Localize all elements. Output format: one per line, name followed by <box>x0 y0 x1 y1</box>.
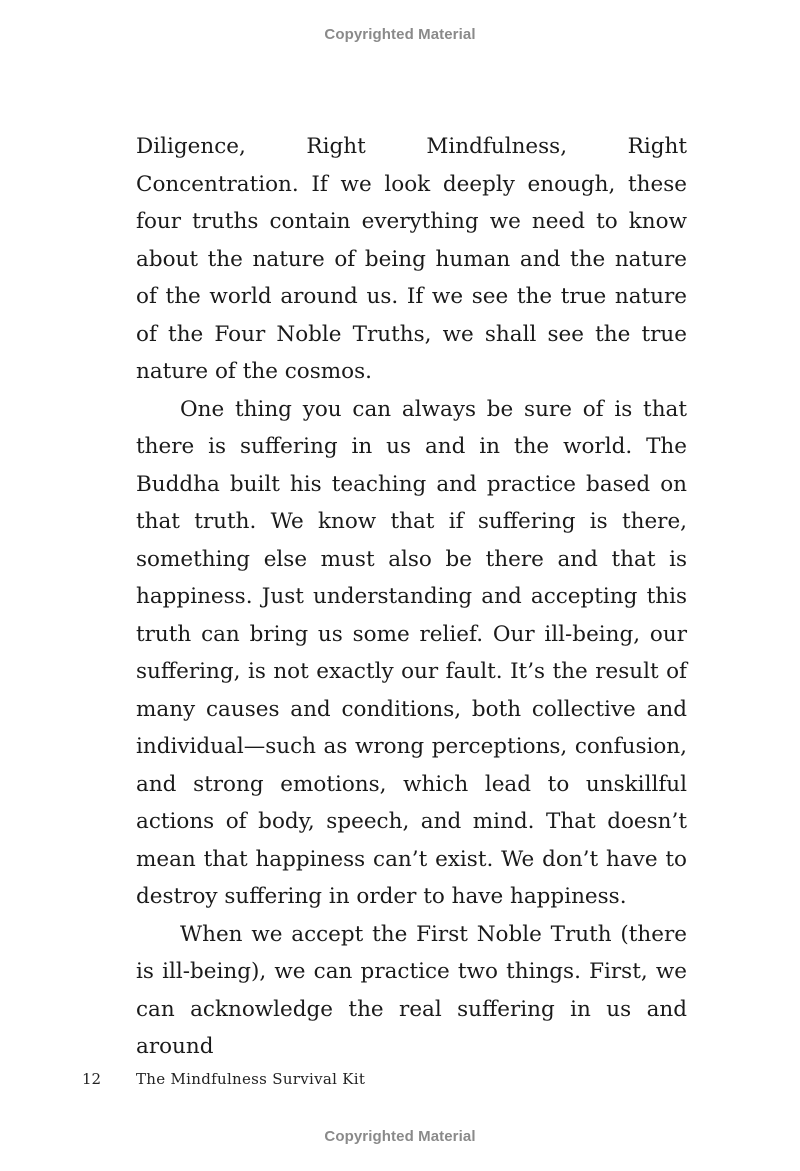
page-body <box>136 128 687 1066</box>
copyright-watermark-bottom: Copyrighted Material <box>324 1128 476 1145</box>
paragraph-2: One thing you can always be sure of is that there is suffering in us and in the world. The Buddha built his teaching and practice based on that truth. We know that if suffering is there, something else must also be there and that is happiness. Just understanding and accepting this truth can bring us some relief. Our ill-being, our suffering, is not exactly our fault. It’s the result of many causes and conditions, both collective and individual—such as wrong perceptions, confusion, and strong emotions, which lead to unskillful actions of body, speech, and mind. That doesn’t mean that happiness can’t exist. We don’t have to destroy suffering in order to have happiness. <box>136 396 687 909</box>
running-title: The Mindfulness Survival Kit <box>136 1070 366 1088</box>
paragraph-1: Diligence, Right Mindfulness, Right Concentration. If we look deeply enough, these four truths contain everything we need to know about the nature of being human and the nature of the world around us. If we see the true nature of the Four Noble Truths, we shall see the true nature of the cosmos. <box>136 134 687 384</box>
copyright-watermark-top: Copyrighted Material <box>324 26 476 43</box>
paragraph-3: When we accept the First Noble Truth (there is ill-being), we can practice two things. First, we can acknowledge the real suffering in us and around <box>136 921 687 1059</box>
page-number: 12 <box>82 1070 102 1088</box>
